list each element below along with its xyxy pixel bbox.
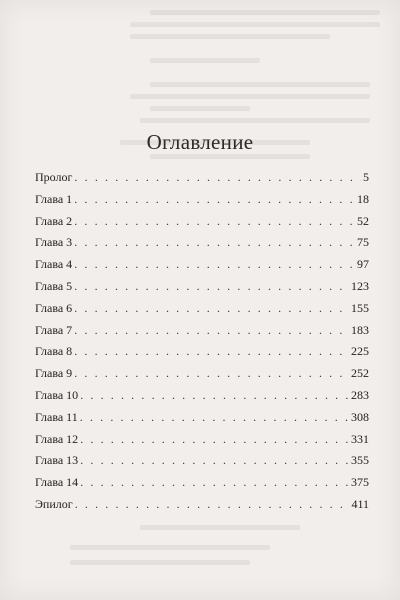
toc-entry-chapter-14 <box>35 475 369 497</box>
toc-entry-chapter-4 <box>35 257 369 279</box>
leader-dots <box>80 410 349 425</box>
toc-entry-chapter-6 <box>35 301 369 323</box>
toc-entry-page: 123 <box>351 278 369 293</box>
toc-entry-chapter-7 <box>35 323 369 345</box>
toc-entry-label: Глава 4 <box>35 257 73 272</box>
toc-entry-page: 225 <box>351 344 369 359</box>
toc-entry-label: Глава 3 <box>35 235 73 250</box>
leader-dots <box>75 497 350 512</box>
toc-entry-label: Глава 5 <box>35 278 73 293</box>
toc-entry-label: Глава 14 <box>35 475 79 490</box>
toc-entry-page: 52 <box>357 213 369 228</box>
toc-entry-label: Глава 9 <box>35 366 73 381</box>
toc-entry-chapter-9 <box>35 366 369 388</box>
toc-entry-page: 155 <box>351 300 369 315</box>
leader-dots <box>80 388 349 403</box>
leader-dots <box>74 323 349 338</box>
toc-entry-page: 331 <box>351 431 369 446</box>
toc-entry-page: 283 <box>351 387 369 402</box>
toc-entry-page: 411 <box>351 496 369 511</box>
leader-dots <box>80 453 349 468</box>
toc-entry-chapter-2 <box>35 214 369 236</box>
toc-entry-chapter-1 <box>35 192 369 214</box>
table-of-contents <box>35 170 369 519</box>
toc-entry-chapter-13 <box>35 453 369 475</box>
toc-entry-page: 375 <box>351 475 369 490</box>
toc-entry-prologue <box>35 170 369 192</box>
toc-entry-label: Глава 12 <box>35 431 79 446</box>
leader-dots <box>74 192 355 207</box>
leader-dots <box>74 301 349 316</box>
toc-entry-page: 252 <box>351 366 369 381</box>
toc-entry-page: 97 <box>357 257 369 272</box>
toc-entry-page: 308 <box>351 409 369 424</box>
leader-dots <box>74 170 361 185</box>
toc-entry-chapter-3 <box>35 235 369 257</box>
toc-entry-label: Глава 11 <box>35 409 78 424</box>
toc-entry-page: 18 <box>357 191 369 206</box>
toc-entry-page: 75 <box>357 235 369 250</box>
toc-entry-page: 355 <box>351 453 369 468</box>
toc-entry-page: 5 <box>363 170 369 184</box>
toc-entry-label: Глава 7 <box>35 322 73 337</box>
toc-entry-label: Глава 8 <box>35 344 73 359</box>
leader-dots <box>74 257 355 272</box>
toc-entry-label: Эпилог <box>35 496 73 511</box>
toc-entry-chapter-12 <box>35 432 369 454</box>
toc-entry-label: Пролог <box>35 170 73 184</box>
toc-entry-label: Глава 1 <box>35 191 73 206</box>
toc-entry-chapter-10 <box>35 388 369 410</box>
toc-entry-chapter-5 <box>35 279 369 301</box>
toc-entry-label: Глава 10 <box>35 387 79 402</box>
leader-dots <box>74 279 349 294</box>
toc-entry-chapter-8 <box>35 344 369 366</box>
toc-entry-label: Глава 6 <box>35 300 73 315</box>
leader-dots <box>74 214 355 229</box>
toc-entry-label: Глава 2 <box>35 213 73 228</box>
leader-dots <box>80 475 349 490</box>
leader-dots <box>74 344 349 359</box>
leader-dots <box>74 366 349 381</box>
toc-entry-chapter-11 <box>35 410 369 432</box>
leader-dots <box>80 432 349 447</box>
toc-entry-page: 183 <box>351 322 369 337</box>
page-title: Оглавление <box>146 130 254 154</box>
toc-entry-label: Глава 13 <box>35 453 79 468</box>
leader-dots <box>74 235 355 250</box>
toc-entry-epilogue <box>35 497 369 519</box>
